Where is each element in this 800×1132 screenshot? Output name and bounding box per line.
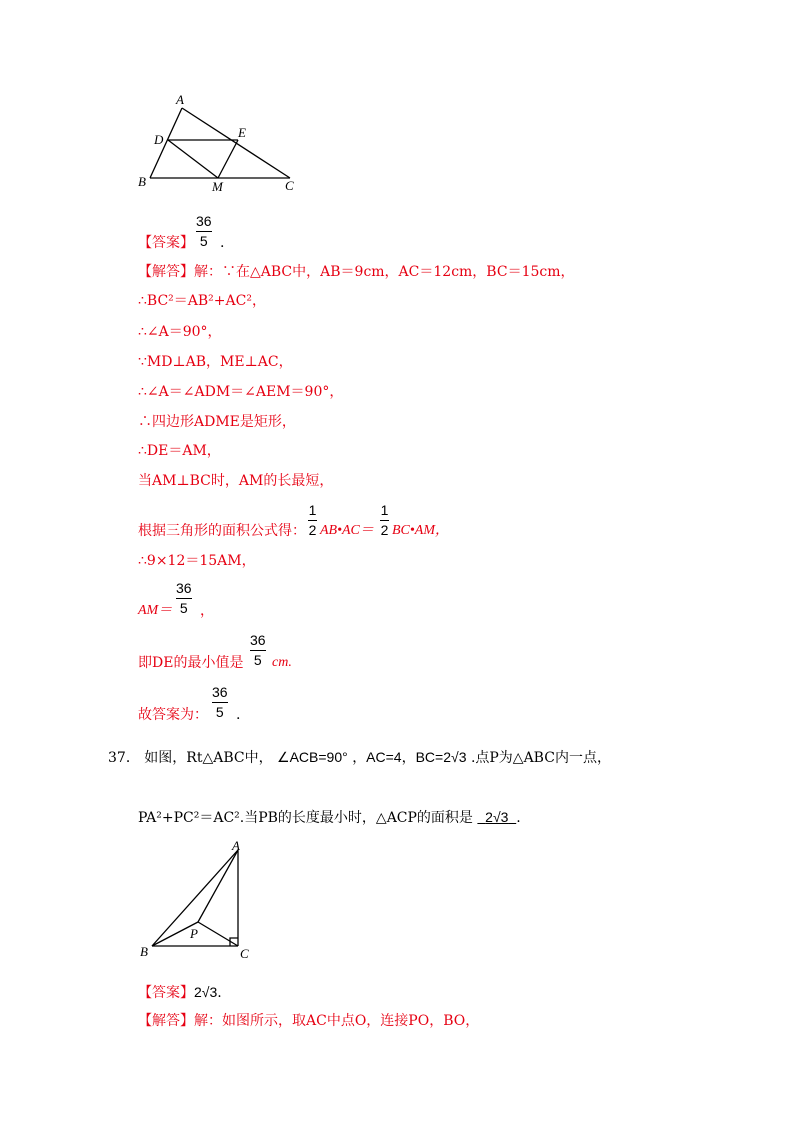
- solution-36-line9-end: BC•AM，: [392, 523, 450, 538]
- answer-36: [138, 234, 194, 252]
- problem-text-2: .点P为△ABC内一点，: [470, 750, 611, 766]
- problem-text-line2: PA²+PC²＝AC².当PB的长度最小时，△ACP的面积是: [138, 810, 473, 826]
- solution-36-line3: ∴∠A＝90°，: [138, 324, 222, 340]
- figure-triangle-abc-rectangle: [130, 90, 310, 200]
- answer-36-fraction: [196, 213, 212, 250]
- label-P: P: [190, 926, 198, 941]
- solution-37-text: 解：如图所示，取AC中点O，连接PO，BO，: [194, 1013, 480, 1029]
- angle-expr: ∠ACB=90°: [277, 749, 348, 765]
- solution-36-line4: ∵MD⊥AB，ME⊥AC，: [138, 354, 293, 370]
- solution-36-line12-prefix: 即DE的最小值是: [138, 655, 244, 671]
- solution-37-line1: [138, 1012, 479, 1030]
- solution-36-line6: ∴四边形ADME是矩形，: [138, 414, 296, 430]
- answer-37: 【答案】2√3.: [138, 984, 222, 1001]
- answer-36-period: .: [220, 235, 225, 251]
- condition-expr: ，AC=4，BC=2√3: [352, 749, 467, 765]
- solution-36-line11-prefix: AM＝: [138, 603, 173, 618]
- solution-36-line13-prefix: 故答案为：: [138, 707, 208, 723]
- solution-36-line5: ∴∠A＝∠ADM＝∠AEM＝90°，: [138, 384, 344, 400]
- fraction-numerator: 36: [196, 213, 212, 229]
- problem-text: 如图，Rt△ABC中，: [144, 750, 273, 766]
- fraction-one-half-2: 1 2: [380, 502, 389, 538]
- solution-36-line1: [138, 263, 575, 281]
- solution-36-line12-suffix: cm.: [272, 655, 292, 670]
- fraction-36-5-c: 36 5: [212, 684, 228, 720]
- fraction-denominator: 5: [199, 233, 208, 249]
- label-A2: A: [232, 838, 240, 853]
- figure-right-triangle-p: [130, 838, 270, 966]
- solution-tag-37: 【解答】: [138, 1013, 194, 1029]
- solution-36-line11-suffix: ，: [200, 603, 214, 619]
- answer-value-37: 2√3: [194, 984, 218, 1000]
- label-A: A: [176, 92, 184, 107]
- solution-36-line8: 当AM⊥BC时，AM的长最短，: [138, 473, 334, 489]
- solution-36-line2: ∴BC²＝AB²+AC²，: [138, 293, 266, 309]
- solution-36-line10: ∴9×12＝15AM，: [138, 553, 256, 569]
- label-B2: B: [140, 944, 148, 959]
- problem-number: 37．: [108, 750, 140, 766]
- label-C2: C: [240, 946, 249, 961]
- answer-tag-37: 【答案】: [138, 985, 194, 1001]
- fraction-36-5-a: 36 5: [176, 580, 192, 616]
- fraction-36-5-b: 36 5: [250, 632, 266, 668]
- answer-blank: 2√3: [485, 809, 509, 825]
- solution-36-line7: ∴DE＝AM，: [138, 443, 221, 459]
- solution-36-line9-prefix: 根据三角形的面积公式得：: [138, 523, 306, 539]
- problem-37-line1: [108, 748, 611, 767]
- solution-tag: 【解答】: [138, 264, 194, 280]
- fraction-one-half-1: 1 2: [308, 502, 317, 538]
- problem-37-line2: PA²+PC²＝AC².当PB的长度最小时，△ACP的面积是 2√3 .: [138, 809, 521, 826]
- solution-36-line13-suffix: .: [236, 707, 241, 723]
- label-M: M: [212, 179, 223, 194]
- label-D: D: [154, 132, 164, 147]
- solution-36-line9-mid: AB•AC＝: [320, 523, 374, 538]
- label-E: E: [238, 125, 246, 140]
- solution-text: 解：∵在△ABC中，AB＝9cm，AC＝12cm，BC＝15cm，: [194, 264, 575, 280]
- label-B: B: [138, 174, 146, 189]
- answer-tag: 【答案】: [138, 235, 194, 251]
- label-C: C: [285, 178, 294, 193]
